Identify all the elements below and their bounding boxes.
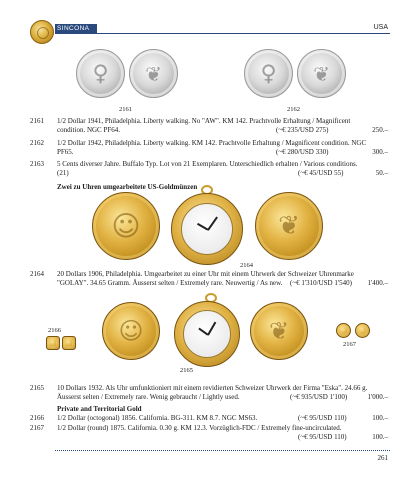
lot-number: 2161 — [30, 117, 44, 125]
coin-2161-obverse — [76, 49, 125, 98]
lot-number: 2165 — [30, 384, 44, 392]
watch-2164-dial — [181, 203, 233, 255]
lot-estimate: (~€ 935/USD 1'100) — [290, 393, 348, 401]
lot-description: Äusserst selten / Extremely rare. Wenig gebraucht / Lightly used. — [57, 393, 240, 401]
lot-number: 2167 — [30, 424, 44, 432]
image-label-2164: 2164 — [240, 262, 253, 269]
watch-2165-dial — [183, 310, 231, 358]
lot-number: 2164 — [30, 270, 44, 278]
lot-description: 1/2 Dollar 1941, Philadelphia. Liberty walking. No "AW". KM 142. Prachtvolle Erhaltung / Magnificent — [57, 117, 351, 125]
lot-price: 1'000.– — [367, 393, 388, 401]
liberty-walking-figure-icon: ♀ — [92, 61, 109, 86]
lot-description: 10 Dollars 1932. Als Uhr umfunktioniert mit einem revidierten Schweizer Uhrwerk der Firma "Eska". 24.66 g. — [57, 384, 368, 392]
lot-description: 1/2 Dollar (octogonal) 1856. California. BG-311. KM 8.7. NGC MS63. — [57, 414, 258, 422]
coin-2167-reverse — [355, 323, 370, 338]
coin-2165-obverse — [102, 302, 160, 360]
coin-2164-obverse — [92, 192, 160, 260]
lot-description: "GOLAY". 34.65 Gramm. Äusserst selten / Extremely rare. Neuwertig / As new. — [57, 279, 283, 287]
coin-2161-reverse — [129, 49, 178, 98]
eagle-icon: ❦ — [268, 317, 290, 345]
lot-description: PF65. — [57, 148, 74, 156]
lot-estimate: (~€ 280/USD 330) — [276, 148, 329, 156]
page-number: 261 — [377, 454, 388, 462]
subheading-private-territorial-gold: Private and Territorial Gold — [57, 405, 142, 413]
eagle-shield-icon: ❦ — [278, 211, 300, 241]
watch-hand — [197, 223, 208, 230]
lot-number: 2166 — [30, 414, 44, 422]
watch-hand — [207, 216, 217, 230]
header-rule — [55, 33, 390, 34]
image-label-2167: 2167 — [343, 341, 356, 348]
watch-hand — [207, 322, 216, 336]
lot-number: 2162 — [30, 139, 44, 147]
lot-price: 100.– — [372, 414, 388, 422]
subheading-watches: Zwei zu Uhren umgearbeitete US-Goldmünzen — [57, 183, 198, 191]
lot-price: 100.– — [372, 433, 388, 441]
brand-name: SINCONA — [57, 25, 90, 32]
image-label-2162: 2162 — [287, 106, 300, 113]
lot-description: (21) — [57, 169, 69, 177]
liberty-head-icon: ☺ — [111, 209, 141, 243]
coin-2167-obverse — [336, 323, 351, 338]
image-label-2166: 2166 — [48, 327, 61, 334]
coin-2162-reverse — [297, 49, 346, 98]
coin-2162-obverse — [244, 49, 293, 98]
sincona-logo-coin-icon — [30, 20, 54, 44]
coin-2164-reverse — [255, 192, 323, 260]
lot-estimate: (~€ 235/USD 275) — [276, 126, 329, 134]
lot-estimate: (~€ 95/USD 110) — [298, 414, 347, 422]
lot-price: 250.– — [372, 126, 388, 134]
coin-2166-obverse — [46, 336, 60, 350]
watch-hand — [198, 328, 208, 336]
lot-estimate: (~€ 95/USD 110) — [298, 433, 347, 441]
lot-description: 5 Cents diverser Jahre. Buffalo Typ. Lot von 21 Exemplaren. Unterschiedlich erhalten / Various conditions. — [57, 160, 358, 168]
lot-description: 1/2 Dollar 1942, Philadelphia. Liberty walking. KM 142. Prachtvolle Erhaltung / Magnificent condition. NGC — [57, 139, 367, 147]
lot-price: 300.– — [372, 148, 388, 156]
lot-price: 50.– — [375, 169, 388, 177]
indian-head-icon: ☺ — [118, 317, 144, 345]
lot-description: condition. NGC PF64. — [57, 126, 121, 134]
lot-description: 20 Dollars 1906, Philadelphia. Umgearbeitet zu einer Uhr mit einem Uhrwerk der Schweizer Uhrenmarke — [57, 270, 354, 278]
lot-estimate: (~€ 45/USD 55) — [298, 169, 344, 177]
coin-2166-reverse — [62, 336, 76, 350]
lot-estimate: (~€ 1'310/USD 1'540) — [290, 279, 352, 287]
coin-2165-reverse — [250, 302, 308, 360]
image-label-2161: 2161 — [119, 106, 132, 113]
lot-description: 1/2 Dollar (round) 1875. California. 0.30 g. KM 12.3. Vorzüglich-FDC / Extremely fine-uncirculated. — [57, 424, 342, 432]
liberty-walking-figure-icon: ♀ — [260, 61, 277, 86]
section-title: USA — [373, 24, 388, 31]
lot-number: 2163 — [30, 160, 44, 168]
image-label-2165: 2165 — [180, 367, 193, 374]
eagle-icon: ❦ — [145, 61, 162, 86]
footer-rule — [55, 450, 390, 451]
lot-price: 1'400.– — [367, 279, 388, 287]
eagle-icon: ❦ — [313, 61, 330, 86]
